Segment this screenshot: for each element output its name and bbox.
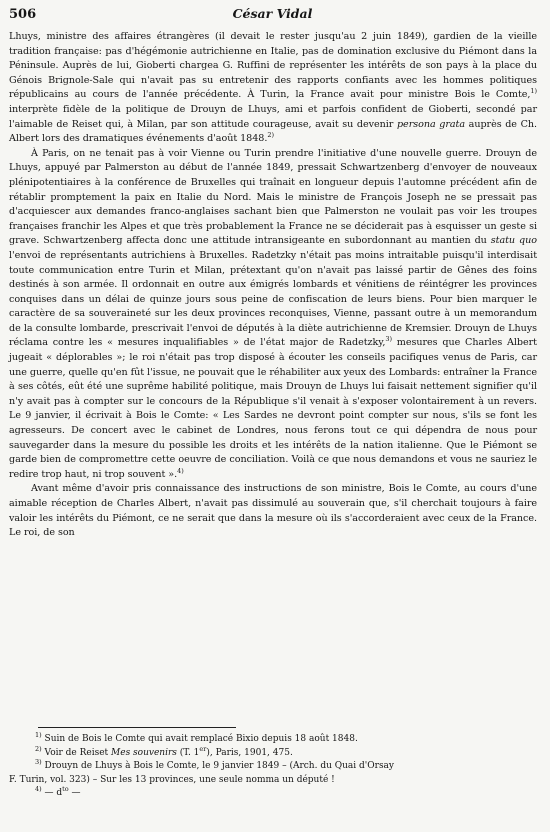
footnote-rule	[38, 727, 236, 728]
text-run: l'envoi de représentants autrichiens à Bruxelles. Radetzky n'était pas moins intraitable puisqu'il interdisait toute communication entre Turin et Milan, prétextant qu'on n'avait pas laissé partir de Gênes des foins destinés à son armée. Il ordonnait en outre aux émigrés lombards et vénitiens de réintégrer les provinces conquises dans un délai de quinze jours sous peine de confiscation de leurs biens. Pour bien marquer le caractère de sa souveraineté sur les deux provinces reconquises, Vienne, passant outre à un memorandum de la consulte lombarde, prescrivait l'envoi de députés à la diète autrichienne de Kremsier. Drouyn de Lhuys réclama contre les « mesures inqualifiables » de l'état major de Radetzky,	[9, 249, 537, 349]
footnotes	[9, 733, 537, 801]
paragraph	[9, 30, 537, 147]
paragraph	[9, 147, 537, 483]
text-run: mesures que Charles Albert jugeait « déplorables »; le roi n'était pas trop disposé à écouter les conseils pacifiques venus de Paris, car une guerre, quelle qu'en fût l'issue, ne pouvait que le réhabiliter aux yeux des Lombards: entraîner la France à ses côtés, eût été une suprême habilité politique, mais Drouyn de Lhuys lui faisait nettement signifier qu'il n'y avait pas à compter sur le concours de la République s'il venait à s'exposer volontairement à un revers. Le 9 janvier, il écrivait à Bois le Comte: « Les Sardes ne devront point compter sur nous, s'ils se font les agresseurs. De concert avec le cabinet de Londres, nous ferons tout ce qui dépendra de nous pour sauvegarder dans la mesure du possible les droits et les intérêts de la nation italienne. Que le Piémont se garde bien de compromettre cette oeuvre de conciliation. Voilà ce que nous demandons et vous ne sauriez le redire trop haut, ni trop souvent ».	[9, 337, 537, 480]
note-ref: 2)	[35, 744, 42, 753]
note-ref: 3)	[35, 758, 42, 767]
text-run: F. Turin, vol. 323) – Sur les 13 provinces, une seule nomma un député !	[9, 774, 335, 785]
footnote	[9, 760, 537, 774]
body-text	[9, 30, 537, 541]
note-ref: to	[62, 785, 69, 794]
text-run: Voir de Reiset	[41, 747, 112, 758]
note-ref: 4)	[177, 466, 184, 475]
note-ref: 1)	[530, 87, 537, 96]
text-run: auprès de Ch. Albert lors des dramatiques événements d'août 1848.	[9, 118, 537, 145]
running-head: César Vidal	[232, 6, 313, 21]
footnote	[9, 787, 537, 801]
text-run: Suin de Bois le Comte qui avait remplacé Bixio depuis 18 août 1848.	[41, 734, 358, 744]
text-run: interprète fidèle de la politique de Drouyn de Lhuys, ami et parfois confident de Gioberti, secondé par l'aimable de Reiset qui, à Milan, par son attitude courageuse, avait su devenir	[9, 103, 537, 130]
note-ref: 4)	[35, 785, 42, 794]
footnote	[9, 774, 537, 788]
paragraph	[9, 482, 537, 540]
text-run: — d	[41, 788, 63, 799]
italic-text: statu quo	[490, 235, 537, 247]
text-run: —	[68, 788, 81, 799]
text-run: ), Paris, 1901, 475.	[206, 747, 293, 758]
page-header	[9, 6, 536, 28]
text-run: À Paris, on ne tenait pas à voir Vienne ou Turin prendre l'initiative d'une nouvelle guerre. Drouyn de Lhuys, appuyé par Palmerston au début de l'année 1849, pressait Schwartzenberg d'envoyer de nouveaux plénipotentiaires à la conférence de Bruxelles qui traînait en longueur depuis l'automne précédent afin de rétablir promptement la paix en Italie du Nord. Mais le ministre de François Joseph ne se pressait pas d'acquiescer aux demandes franco-anglaises sachant bien que Palmerston ne voulait pas voir les troupes françaises franchir les Alpes et que très probablement la France ne se déciderait pas à esquisser un geste si grave. Schwartzenberg affecta donc une attitude intransigeante en subordonnant au mantien du	[9, 147, 537, 247]
footnote	[9, 744, 537, 761]
italic-text: Mes souvenirs	[111, 747, 177, 758]
footnote	[9, 733, 537, 747]
page-number: 506	[9, 7, 37, 22]
text-run: Drouyn de Lhuys à Bois le Comte, le 9 janvier 1849 – (Arch. du Quai d'Orsay	[41, 761, 395, 772]
note-ref: 3)	[385, 335, 392, 344]
text-run: Lhuys, ministre des affaires étrangères (il devait le rester jusqu'au 2 juin 1849), gardien de la vieille tradition française: pas d'hégémonie autrichienne en Italie, pas de domination exclusive du Piémont dans la Péninsule. Auprès de lui, Gioberti chargea G. Ruffini de représenter les intérêts de son pays à la place du Génois Brignole-Sale qui n'avait pas su entretenir des rapports confiants avec les hommes politiques républicains au cours de l'année précédente. À Turin, la France avait pour ministre Bois le Comte,	[9, 31, 537, 101]
note-ref: er	[199, 744, 207, 753]
italic-text: persona grata	[396, 118, 466, 130]
note-ref: 1)	[35, 731, 42, 739]
note-ref: 2)	[267, 130, 274, 139]
text-run: (T. 1	[176, 747, 200, 758]
text-run: Avant même d'avoir pris connaissance des instructions de son ministre, Bois le Comte, au cours d'une aimable réception de Charles Albert, n'avait pas dissimulé au souverain que, s'il cherchait toujours à faire valoir les intérêts du Piémont, ce ne serait que dans la mesure où ils s'accorderaient avec ceux de la France. Le roi, de son	[9, 483, 537, 539]
